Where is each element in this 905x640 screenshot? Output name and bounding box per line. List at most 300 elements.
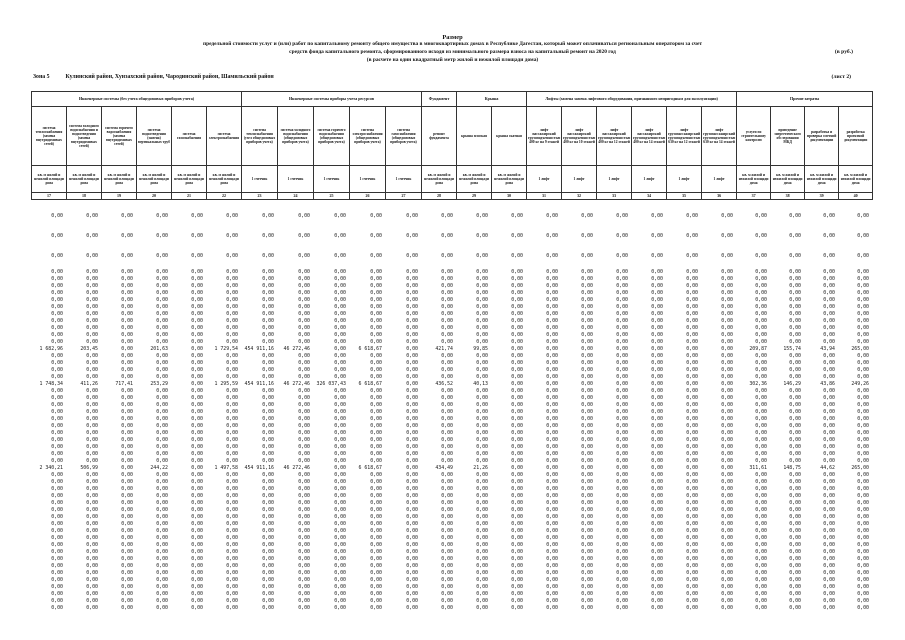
table-cell: 0,00: [511, 444, 523, 450]
table-cell: 0,00: [686, 423, 698, 429]
table-cell: 0,00: [156, 353, 168, 359]
table-cell: 0,00: [755, 577, 767, 583]
table-cell: 0,00: [334, 507, 346, 513]
table-cell: 0,00: [51, 318, 63, 324]
table-cell: 0,00: [298, 297, 310, 303]
table-cell: 0,00: [511, 577, 523, 583]
table-cell: 0,00: [226, 374, 238, 380]
table-cell: 0,00: [226, 290, 238, 296]
table-cell: 0,00: [581, 339, 593, 345]
table-cell: 0,00: [51, 353, 63, 359]
table-cell: 0,00: [476, 269, 488, 275]
table-cell: 0,00: [334, 521, 346, 527]
table-cell: 0,00: [789, 325, 801, 331]
table-cell: 0,00: [823, 409, 835, 415]
table-cell: 0,00: [262, 409, 274, 415]
table-cell: 0,00: [121, 388, 133, 394]
table-cell: 0,00: [262, 233, 274, 239]
table-cell: 0,00: [511, 584, 523, 590]
table-cell: 0,00: [581, 290, 593, 296]
zone-line: [33, 74, 274, 80]
table-cell: 0,00: [581, 430, 593, 436]
zone-districts: Кулинский район, Хунзахский район, Чародинский район, Шамильский район: [65, 74, 274, 80]
table-cell: 0,00: [334, 444, 346, 450]
table-cell: 0,00: [86, 528, 98, 534]
table-cell: 0,00: [755, 409, 767, 415]
table-cell: 0,00: [370, 549, 382, 555]
table-cell: 717,41: [115, 381, 133, 387]
table-cell: 0,00: [406, 276, 418, 282]
table-cell: 0,00: [441, 276, 453, 282]
table-cell: 0,00: [86, 444, 98, 450]
table-cell: 0,00: [156, 416, 168, 422]
table-cell: 0,00: [581, 325, 593, 331]
table-cell: 0,00: [406, 233, 418, 239]
table-cell: 0,00: [616, 269, 628, 275]
unit-header: кв. м жилой и нежилой площади дома: [839, 166, 873, 193]
table-cell: 0,00: [823, 213, 835, 219]
table-cell: 0,00: [298, 311, 310, 317]
table-cell: 0,00: [581, 493, 593, 499]
table-cell: 0,00: [370, 472, 382, 478]
table-cell: 0,00: [226, 253, 238, 259]
table-cell: 0,00: [546, 304, 558, 310]
table-cell: 0,00: [441, 493, 453, 499]
table-cell: 0,00: [370, 325, 382, 331]
table-cell: 0,00: [121, 563, 133, 569]
column-number: 19: [102, 193, 137, 200]
column-header: крыша скатная: [492, 107, 527, 166]
table-cell: 411,26: [80, 381, 98, 387]
table-cell: 0,00: [857, 304, 869, 310]
table-cell: 0,00: [511, 381, 523, 387]
table-cell: 0,00: [406, 500, 418, 506]
table-cell: 0,00: [546, 570, 558, 576]
table-cell: 0,00: [121, 556, 133, 562]
table-cell: 0,00: [686, 416, 698, 422]
table-cell: 421,74: [435, 346, 453, 352]
table-cell: 0,00: [857, 318, 869, 324]
table-cell: 0,00: [121, 311, 133, 317]
table-cell: 0,00: [191, 437, 203, 443]
table-cell: 0,00: [298, 472, 310, 478]
table-cell: 0,00: [226, 388, 238, 394]
table-cell: 0,00: [511, 507, 523, 513]
table-cell: 0,00: [546, 233, 558, 239]
column-number: 24: [278, 193, 314, 200]
table-cell: 0,00: [226, 584, 238, 590]
table-cell: 0,00: [226, 500, 238, 506]
table-cell: 0,00: [226, 437, 238, 443]
table-cell: 0,00: [616, 332, 628, 338]
column-header: система газоснабжения (общедомовых приборов учета): [386, 107, 422, 166]
table-cell: 0,00: [511, 437, 523, 443]
table-cell: 0,00: [156, 577, 168, 583]
table-cell: 0,00: [721, 570, 733, 576]
table-row: [31, 584, 872, 591]
table-cell: 0,00: [857, 416, 869, 422]
table-cell: 0,00: [298, 325, 310, 331]
table-cell: 0,00: [755, 297, 767, 303]
table-cell: 0,00: [789, 253, 801, 259]
column-header: система теплоснабжения (замена внутридомовых сетей): [32, 107, 67, 166]
table-cell: 0,00: [334, 584, 346, 590]
table-cell: 0,00: [334, 563, 346, 569]
table-cell: 0,00: [789, 276, 801, 282]
table-cell: 0,00: [86, 549, 98, 555]
table-cell: 0,00: [686, 528, 698, 534]
table-cell: 0,00: [616, 346, 628, 352]
table-cell: 0,00: [581, 388, 593, 394]
table-cell: 0,00: [686, 486, 698, 492]
column-number: 18: [67, 193, 102, 200]
table-cell: 0,00: [298, 570, 310, 576]
table-cell: 0,00: [406, 563, 418, 569]
table-cell: 0,00: [191, 563, 203, 569]
table-cell: 0,00: [823, 367, 835, 373]
table-cell: 0,00: [476, 451, 488, 457]
table-cell: 0,00: [651, 605, 663, 611]
table-cell: 0,00: [441, 339, 453, 345]
table-cell: 0,00: [581, 528, 593, 534]
table-cell: 0,00: [86, 290, 98, 296]
table-cell: 0,00: [441, 535, 453, 541]
table-cell: 0,00: [511, 402, 523, 408]
table-cell: 0,00: [755, 535, 767, 541]
table-cell: 0,00: [334, 556, 346, 562]
table-cell: 0,00: [86, 276, 98, 282]
table-cell: 0,00: [370, 451, 382, 457]
table-cell: 0,00: [546, 465, 558, 471]
table-cell: 0,00: [651, 374, 663, 380]
table-cell: 0,00: [441, 556, 453, 562]
table-cell: 0,00: [651, 444, 663, 450]
table-cell: 0,00: [334, 269, 346, 275]
table-cell: 0,00: [721, 577, 733, 583]
table-cell: 0,00: [334, 465, 346, 471]
table-row: [31, 542, 872, 549]
table-cell: 0,00: [334, 409, 346, 415]
table-cell: 0,00: [226, 430, 238, 436]
table-cell: 0,00: [651, 409, 663, 415]
table-cell: 0,00: [616, 472, 628, 478]
column-header: лифт пассажирский грузоподъемностью 400 кг на 9 этажей: [527, 107, 562, 166]
table-cell: 0,00: [262, 395, 274, 401]
table-cell: 0,00: [298, 521, 310, 527]
table-cell: 0,00: [651, 479, 663, 485]
table-cell: 0,00: [262, 570, 274, 576]
table-cell: 0,00: [51, 276, 63, 282]
table-cell: 0,00: [755, 416, 767, 422]
table-cell: 0,00: [857, 507, 869, 513]
table-cell: 0,00: [86, 318, 98, 324]
table-cell: 0,00: [581, 563, 593, 569]
table-row: [31, 486, 872, 493]
table-cell: 0,00: [334, 353, 346, 359]
table-cell: 0,00: [823, 430, 835, 436]
table-cell: 0,00: [441, 437, 453, 443]
table-cell: 0,00: [721, 297, 733, 303]
table-cell: 0,00: [857, 297, 869, 303]
table-cell: 0,00: [334, 535, 346, 541]
table-cell: 0,00: [441, 409, 453, 415]
table-cell: 0,00: [616, 430, 628, 436]
table-cell: 0,00: [298, 374, 310, 380]
table-cell: 0,00: [476, 360, 488, 366]
table-cell: 0,00: [476, 528, 488, 534]
table-cell: 0,00: [226, 556, 238, 562]
table-cell: 0,00: [651, 416, 663, 422]
table-cell: 0,00: [511, 332, 523, 338]
table-cell: 0,00: [334, 346, 346, 352]
table-cell: 0,00: [191, 451, 203, 457]
table-cell: 0,00: [86, 430, 98, 436]
table-cell: 0,00: [51, 542, 63, 548]
table-cell: 0,00: [334, 486, 346, 492]
table-cell: 201,63: [150, 346, 168, 352]
table-cell: 0,00: [334, 542, 346, 548]
table-cell: 0,00: [121, 318, 133, 324]
table-cell: 43,86: [820, 381, 835, 387]
table-cell: 0,00: [651, 591, 663, 597]
table-cell: 0,00: [51, 563, 63, 569]
table-cell: 0,00: [191, 493, 203, 499]
column-number: 23: [242, 193, 278, 200]
table-cell: 0,00: [789, 290, 801, 296]
table-cell: 0,00: [581, 409, 593, 415]
table-cell: 0,00: [616, 535, 628, 541]
table-cell: 0,00: [370, 283, 382, 289]
table-cell: 0,00: [51, 479, 63, 485]
table-cell: 0,00: [511, 451, 523, 457]
table-cell: 0,00: [616, 353, 628, 359]
table-cell: 0,00: [406, 304, 418, 310]
table-cell: 0,00: [441, 388, 453, 394]
table-cell: 0,00: [823, 297, 835, 303]
table-row: [31, 577, 872, 584]
table-cell: 0,00: [370, 584, 382, 590]
table-cell: 0,00: [857, 556, 869, 562]
table-cell: 0,00: [262, 556, 274, 562]
table-cell: 0,00: [476, 325, 488, 331]
table-cell: 0,00: [298, 416, 310, 422]
table-cell: 0,00: [121, 304, 133, 310]
table-cell: 0,00: [86, 472, 98, 478]
table-cell: 0,00: [121, 276, 133, 282]
table-cell: 0,00: [406, 290, 418, 296]
table-cell: 0,00: [262, 297, 274, 303]
table-cell: 0,00: [406, 479, 418, 485]
table-cell: 0,00: [86, 402, 98, 408]
table-cell: 0,00: [755, 605, 767, 611]
table-cell: 0,00: [406, 472, 418, 478]
table-cell: 0,00: [298, 402, 310, 408]
table-cell: 0,00: [406, 514, 418, 520]
table-cell: 0,00: [546, 409, 558, 415]
table-row: [31, 479, 872, 486]
table-cell: 0,00: [121, 283, 133, 289]
table-cell: 0,00: [441, 318, 453, 324]
table-cell: 0,00: [156, 493, 168, 499]
table-cell: 0,00: [857, 276, 869, 282]
column-header: ремонт фундамента: [422, 107, 457, 166]
table-cell: 0,00: [121, 367, 133, 373]
table-cell: 0,00: [755, 598, 767, 604]
table-cell: 0,00: [298, 276, 310, 282]
column-number: 38: [771, 193, 805, 200]
table-cell: 0,00: [686, 304, 698, 310]
table-cell: 0,00: [191, 253, 203, 259]
table-cell: 0,00: [857, 283, 869, 289]
table-cell: 0,00: [334, 570, 346, 576]
table-cell: 0,00: [721, 395, 733, 401]
table-cell: 0,00: [476, 290, 488, 296]
table-cell: 0,00: [721, 549, 733, 555]
table-cell: 0,00: [546, 374, 558, 380]
table-cell: 0,00: [370, 233, 382, 239]
table-cell: 0,00: [823, 542, 835, 548]
table-cell: 0,00: [406, 353, 418, 359]
table-cell: 0,00: [651, 381, 663, 387]
table-cell: 0,00: [406, 409, 418, 415]
table-cell: 0,00: [789, 493, 801, 499]
table-cell: 0,00: [755, 269, 767, 275]
table-cell: 0,00: [191, 472, 203, 478]
table-cell: 0,00: [226, 311, 238, 317]
table-cell: 0,00: [191, 500, 203, 506]
table-cell: 0,00: [476, 339, 488, 345]
table-cell: 0,00: [121, 507, 133, 513]
table-cell: 0,00: [226, 451, 238, 457]
table-cell: 0,00: [651, 563, 663, 569]
table-cell: 0,00: [86, 535, 98, 541]
table-cell: 0,00: [334, 605, 346, 611]
table-cell: 0,00: [298, 269, 310, 275]
table-cell: 0,00: [581, 213, 593, 219]
table-cell: 0,00: [262, 325, 274, 331]
table-cell: 0,00: [86, 233, 98, 239]
table-cell: 0,00: [191, 346, 203, 352]
table-cell: 0,00: [511, 253, 523, 259]
table-cell: 0,00: [511, 325, 523, 331]
table-cell: 0,00: [857, 563, 869, 569]
table-cell: 0,00: [651, 253, 663, 259]
table-cell: 0,00: [226, 486, 238, 492]
group-header-foundation: Фундамент: [422, 92, 457, 107]
table-cell: 99,85: [473, 346, 488, 352]
table-cell: 0,00: [511, 514, 523, 520]
table-cell: 0,00: [262, 598, 274, 604]
table-cell: 0,00: [370, 556, 382, 562]
table-row: [31, 353, 872, 360]
table-cell: 0,00: [651, 542, 663, 548]
table-cell: 0,00: [511, 374, 523, 380]
table-cell: 0,00: [334, 451, 346, 457]
table-cell: 0,00: [581, 346, 593, 352]
table-cell: 0,00: [721, 253, 733, 259]
column-header: система теплоснабжения (узел общедомовых приборов учета): [242, 107, 278, 166]
table-cell: 0,00: [686, 367, 698, 373]
table-cell: 0,00: [546, 486, 558, 492]
table-cell: 0,00: [226, 416, 238, 422]
table-cell: 0,00: [755, 276, 767, 282]
unit-header: 1 счетчик: [278, 166, 314, 193]
table-cell: 0,00: [616, 409, 628, 415]
table-cell: 0,00: [370, 507, 382, 513]
table-cell: 0,00: [511, 465, 523, 471]
column-number: 33: [597, 193, 632, 200]
table-cell: 0,00: [686, 521, 698, 527]
table-cell: 0,00: [370, 542, 382, 548]
table-cell: 0,00: [191, 598, 203, 604]
table-cell: 0,00: [191, 430, 203, 436]
table-cell: 0,00: [298, 584, 310, 590]
table-cell: 0,00: [789, 472, 801, 478]
table-cell: 0,00: [857, 395, 869, 401]
table-cell: 0,00: [581, 276, 593, 282]
table-cell: 0,00: [789, 451, 801, 457]
table-cell: 0,00: [51, 409, 63, 415]
table-cell: 0,00: [581, 591, 593, 597]
table-cell: 0,00: [651, 570, 663, 576]
table-cell: 0,00: [581, 556, 593, 562]
table-cell: 0,00: [86, 353, 98, 359]
table-cell: 0,00: [406, 374, 418, 380]
column-number: 32: [562, 193, 597, 200]
table-cell: 21,26: [473, 465, 488, 471]
table-cell: 0,00: [511, 479, 523, 485]
table-cell: 0,00: [476, 233, 488, 239]
table-cell: 0,00: [546, 500, 558, 506]
table-cell: 0,00: [226, 528, 238, 534]
table-cell: 0,00: [686, 332, 698, 338]
unit-header: 1 счетчик: [242, 166, 278, 193]
table-cell: 0,00: [581, 535, 593, 541]
table-cell: 0,00: [191, 332, 203, 338]
table-cell: 0,00: [86, 514, 98, 520]
table-cell: 0,00: [406, 395, 418, 401]
table-cell: 0,00: [262, 479, 274, 485]
table-cell: 0,00: [191, 423, 203, 429]
table-cell: 0,00: [616, 605, 628, 611]
table-cell: 0,00: [823, 514, 835, 520]
group-header-row: [32, 92, 873, 107]
table-cell: 0,00: [441, 213, 453, 219]
table-cell: 0,00: [721, 535, 733, 541]
table-cell: 0,00: [191, 290, 203, 296]
table-cell: 0,00: [191, 304, 203, 310]
table-cell: 0,00: [298, 535, 310, 541]
table-cell: 0,00: [546, 283, 558, 289]
table-cell: 0,00: [86, 367, 98, 373]
table-cell: 0,00: [616, 395, 628, 401]
column-header: проведение энергетического обследования МКД: [771, 107, 805, 166]
table-cell: 0,00: [823, 423, 835, 429]
table-cell: 0,00: [686, 493, 698, 499]
table-cell: 0,00: [823, 416, 835, 422]
table-cell: 0,00: [755, 402, 767, 408]
table-cell: 0,00: [581, 598, 593, 604]
table-cell: 0,00: [298, 283, 310, 289]
table-cell: 0,00: [191, 297, 203, 303]
table-cell: 0,00: [686, 283, 698, 289]
table-cell: 0,00: [298, 598, 310, 604]
table-row: [31, 437, 872, 444]
table-cell: 0,00: [441, 500, 453, 506]
table-cell: 0,00: [51, 374, 63, 380]
table-cell: 0,00: [721, 598, 733, 604]
table-cell: 0,00: [581, 360, 593, 366]
